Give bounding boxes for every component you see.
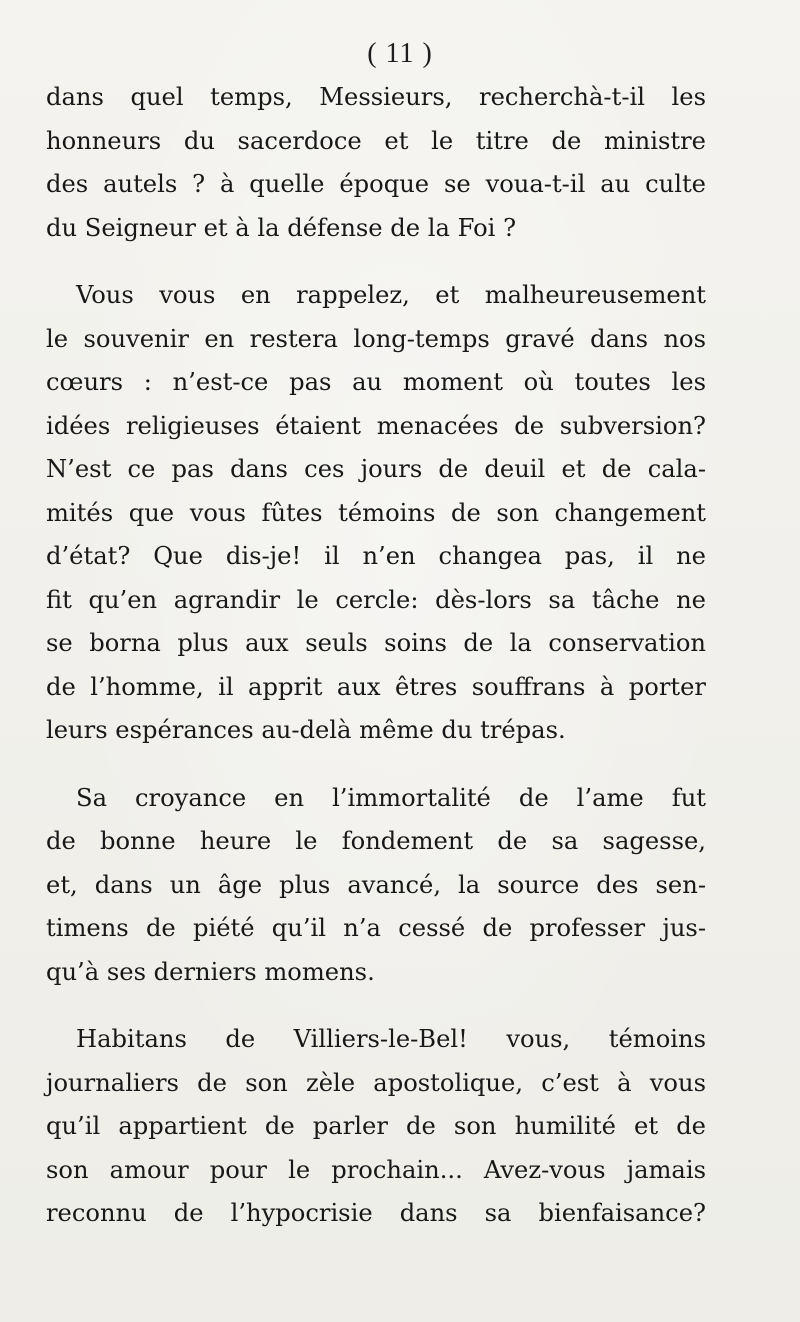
text-line: son amour pour le prochain... Avez-vous jamais	[46, 1155, 706, 1184]
text-line: des autels ? à quelle époque se voua-t-il au culte	[46, 170, 706, 198]
text-line: qu’à ses derniers momens.	[46, 957, 375, 986]
text-line: timens de piété qu’il n’a cessé de professer jus-	[46, 914, 706, 942]
text-line: dans quel temps, Messieurs, recherchà-t-il les	[46, 83, 706, 111]
text-line: d’état? Que dis-je! il n’en changea pas, il ne	[46, 542, 706, 570]
text-line: Habitans de Villiers-le-Bel! vous, témoins	[76, 1025, 706, 1053]
text-line: du Seigneur et à la défense de la Foi ?	[46, 213, 517, 242]
text-line: N’est ce pas dans ces jours de deuil et de cala-	[46, 455, 706, 483]
text-line: de l’homme, il apprit aux êtres souffrans à porter	[46, 672, 706, 701]
text-line: fit qu’en agrandir le cercle: dès-lors sa tâche ne	[46, 585, 706, 614]
text-line: idées religieuses étaient menacées de subversion?	[46, 411, 706, 440]
paragraph-4	[46, 1018, 706, 1236]
text-line: mités que vous fûtes témoins de son changement	[46, 498, 706, 527]
text-line: de bonne heure le fondement de sa sagesse,	[46, 827, 706, 855]
paragraph-3	[46, 777, 706, 995]
text-line: le souvenir en restera long-temps gravé dans nos	[46, 324, 706, 353]
body-text	[46, 76, 706, 1236]
text-line: journaliers de son zèle apostolique, c’est à vous	[46, 1068, 706, 1097]
text-line: cœurs : n’est-ce pas au moment où toutes les	[46, 368, 706, 396]
page-number: ( 11 )	[367, 38, 433, 69]
text-line: Vous vous en rappelez, et malheureusement	[76, 281, 706, 309]
text-line: et, dans un âge plus avancé, la source des sen-	[46, 870, 706, 899]
text-line: reconnu de l’hypocrisie dans sa bienfaisance?	[46, 1199, 706, 1227]
text-line: Sa croyance en l’immortalité de l’ame fut	[76, 783, 706, 812]
text-line: honneurs du sacerdoce et le titre de ministre	[46, 126, 706, 155]
text-line: leurs espérances au-delà même du trépas.	[46, 716, 566, 744]
text-line: qu’il appartient de parler de son humilité et de	[46, 1112, 706, 1140]
paragraph-1	[46, 76, 706, 250]
paragraph-2	[46, 274, 706, 753]
text-line: se borna plus aux seuls soins de la conservation	[46, 629, 706, 657]
